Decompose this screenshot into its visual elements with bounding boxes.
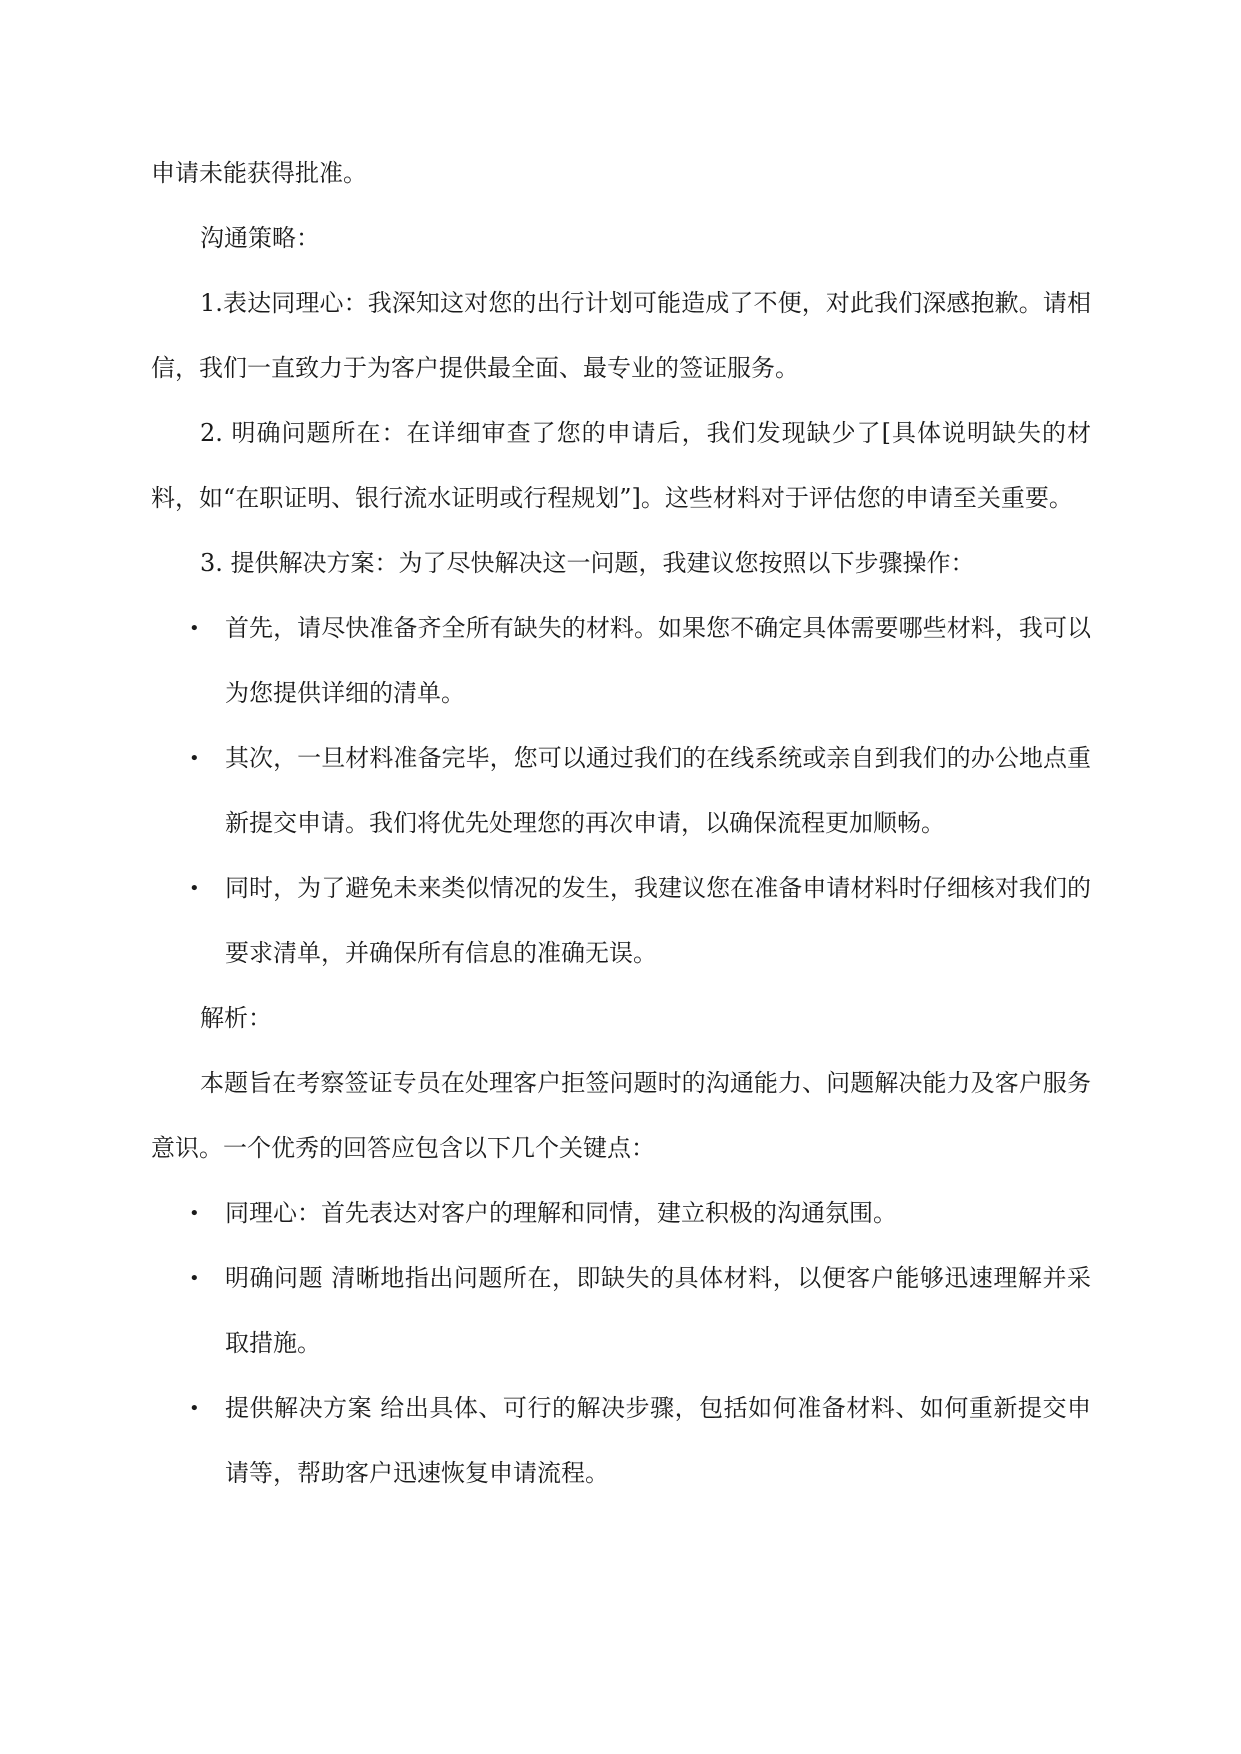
list-item-text: 提供解决方案 给出具体、可行的解决步骤，包括如何准备材料、如何重新提交申请等，帮助客户迅速恢复申请流程。	[225, 1394, 1091, 1487]
bullet-icon: •	[189, 1268, 200, 1289]
list-item	[151, 726, 1091, 856]
document-body	[151, 141, 1091, 1506]
list-item	[151, 856, 1091, 986]
analysis-paragraph: 本题旨在考察签证专员在处理客户拒签问题时的沟通能力、问题解决能力及客户服务意识。一个优秀的回答应包含以下几个关键点：	[151, 1069, 1091, 1162]
step-3-paragraph: 3. 提供解决方案：为了尽快解决这一问题，我建议您按照以下步骤操作：	[200, 549, 975, 577]
list-item	[151, 1181, 1091, 1246]
key-points-list	[151, 1181, 1091, 1506]
bullet-icon: •	[189, 618, 200, 639]
list-item-text: 首先，请尽快准备齐全所有缺失的材料。如果您不确定具体需要哪些材料，我可以为您提供详细的清单。	[225, 614, 1091, 707]
continuation-paragraph: 申请未能获得批准。	[151, 159, 367, 187]
list-item-text: 同时，为了避免未来类似情况的发生，我建议您在准备申请材料时仔细核对我们的要求清单，并确保所有信息的准确无误。	[225, 874, 1091, 967]
step-1-paragraph: 1.表达同理心：我深知这对您的出行计划可能造成了不便，对此我们深感抱歉。请相信，我们一直致力于为客户提供最全面、最专业的签证服务。	[151, 289, 1091, 382]
list-item	[151, 1246, 1091, 1376]
solution-bullet-list	[151, 596, 1091, 986]
step-2-paragraph: 2. 明确问题所在：在详细审查了您的申请后，我们发现缺少了[具体说明缺失的材料，如“在职证明、银行流水证明或行程规划”]。这些材料对于评估您的申请至关重要。	[151, 419, 1091, 512]
strategy-heading: 沟通策略：	[200, 224, 320, 252]
list-item-text: 同理心：首先表达对客户的理解和同情，建立积极的沟通氛围。	[225, 1199, 897, 1227]
bullet-icon: •	[189, 878, 200, 899]
list-item	[151, 1376, 1091, 1506]
list-item-text: 其次，一旦材料准备完毕，您可以通过我们的在线系统或亲自到我们的办公地点重新提交申请。我们将优先处理您的再次申请，以确保流程更加顺畅。	[225, 744, 1091, 837]
bullet-icon: •	[189, 1398, 200, 1419]
analysis-heading: 解析：	[200, 1004, 272, 1032]
bullet-icon: •	[189, 748, 200, 769]
bullet-icon: •	[189, 1203, 200, 1224]
list-item	[151, 596, 1091, 726]
list-item-text: 明确问题 清晰地指出问题所在，即缺失的具体材料，以便客户能够迅速理解并采取措施。	[225, 1264, 1091, 1357]
